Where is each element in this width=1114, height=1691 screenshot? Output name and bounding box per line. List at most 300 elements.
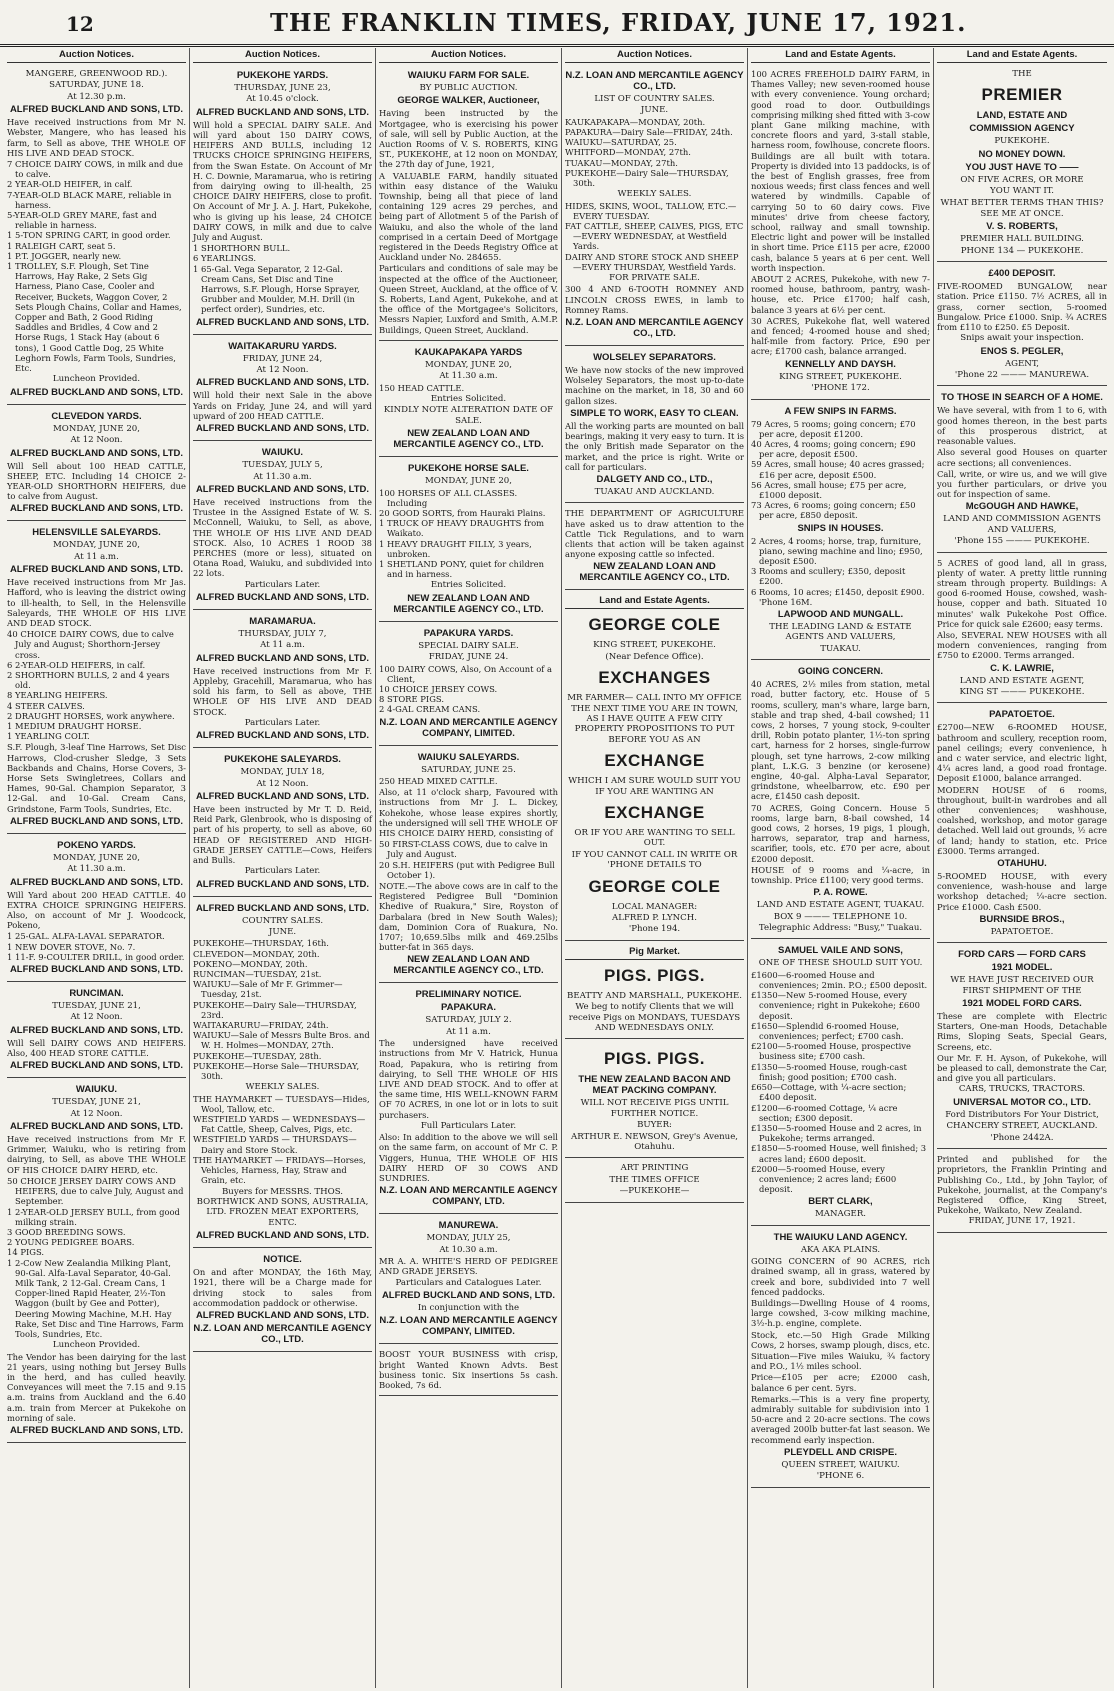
notice-note: Entries Solicited. (430, 393, 507, 404)
list-month: JUNE. (640, 105, 669, 116)
listing-body: 70 ACRES, Going Concern. House 5 rooms, large barn, 8-bail cowshed, 14 good cows, 2 horses, 19 pigs, 1 plough, harrows, separator, trap and harness, scarifier, tools, etc. £70 per acre, about £2000 deposit. (751, 802, 930, 864)
firm-signature: ALFRED BUCKLAND AND SONS, LTD. (195, 316, 370, 328)
notice-title: NOTICE. (263, 1254, 302, 1266)
notice-body: Have received instructions from Mr F. Appleby, Gracehill, Maramarua, who has sold his farm, to Sell as above, THE WHOLE OF HIS LIVE AND DEAD STOCK. (193, 665, 372, 717)
page-number: 12 (66, 12, 94, 36)
listing-body: Also, SEVERAL NEW HOUSES with all modern conveniences, ranging from £750 to £2000. Terms arranged. (937, 629, 1107, 661)
list-item: 50 CHOICE JERSEY DAIRY COWS AND HEIFERS, due to calve July, August and September. (7, 1175, 184, 1207)
conjunction-note: In conjunction with the (417, 1302, 520, 1313)
listing-body: Call, write, or wire us, and we will give you further particulars, or drive you out for inspection of same. (937, 468, 1107, 500)
list-item: RUNCIMAN—TUESDAY, 21st. (193, 969, 322, 980)
firm-signature: NEW ZEALAND LOAN AND MERCANTILE AGENCY CO., LTD. (393, 592, 544, 615)
newspaper-title: THE FRANKLIN TIMES, FRIDAY, JUNE 17, 1921. (270, 8, 967, 37)
notice-subtitle: SPECIAL DAIRY SALE. (418, 640, 519, 651)
ad-enos-pegler (937, 264, 1107, 386)
firm-tagline: THE LEADING LAND & ESTATE AGENTS AND VALUERS, (769, 621, 912, 643)
firm-tagline: AGENT, (1004, 358, 1040, 369)
notice-cattle-tick (565, 505, 744, 590)
notice-date: MONDAY, JUNE 20, (52, 852, 141, 863)
list-item: POKENO—MONDAY, 20th. (193, 958, 308, 969)
notice-note: The Vendor has been dairying for the last 21 years, using nothing but Jersey Bulls in the herd, and has culled heavily. Conveyances will meet the 7.15 and 9.15 a.m. trains from Auckland and the 6.40 a.m. train from Mercer at Pukekohe on morning of sale. (7, 1351, 186, 1423)
list-item: PUKEKOHE—THURSDAY, 16th. (193, 938, 329, 949)
list-item: 2 4-GAL CREAM CANS. (379, 704, 481, 715)
notice-date: FRIDAY, JUNE 24, (242, 353, 323, 364)
list-item: 79 Acres, 5 rooms; going concern; £70 per acre, deposit £1200. (751, 418, 916, 439)
listing-body: £2700—NEW 6-ROOMED HOUSE, bathroom and scullery, reception room, panel ceilings; every convenience, h and c water service, and electric light, 4¼ acres land, a good road frontage. Deposit £1000, balance arranged. (937, 722, 1107, 784)
notice-time: At 12 Noon. (70, 1108, 123, 1119)
stock-list (379, 839, 558, 880)
firm-name: UNIVERSAL MOTOR CO., LTD. (953, 1096, 1091, 1108)
listing-body: 40 ACRES, 2½ miles from station, metal road, butter factory, etc. House of 5 rooms, scullery, man's whare, large barn, stable and trap shed, 4-bail cowshed; 11 cows, 2 horses, 7 young stock, 9-coulter drill, Robin potato planter, 1½-ton spring cart, harness for 2 horses, single-furrow plough, set tyne harrows, 2-cow milking plant, L.K.G. 3 benzine (or kerosene) engine, 40-gal. Alpha-Laval Separator, grindstone, wheelbarrow, etc. £90 per acre, £1450 cash deposit. (751, 679, 930, 802)
listing-subtitle: AKA AKA PLAINS. (800, 1244, 881, 1255)
listing-body: 30 ACRES, Pukekohe flat, well watered and fenced; 4-roomed house and shed; half-mile from factory. Price, £90 per acre; £1700 cash, balance arranged. (751, 315, 930, 357)
list-month: JUNE. (268, 927, 297, 938)
ad-model: 1921 MODEL FORD CARS. (962, 998, 1082, 1010)
firm-name: THE NEW ZEALAND BACON AND MEAT PACKING COMPANY. (578, 1074, 731, 1097)
list-item: 1 TRUCK OF HEAVY DRAUGHTS from Waikato. (379, 518, 545, 539)
notice-runciman (7, 984, 186, 1078)
list-title: COUNTRY SALES. (241, 915, 324, 926)
ad-line: YOU WANT IT. (990, 186, 1054, 197)
firm-signature: ALFRED BUCKLAND AND SONS, LTD. (195, 1230, 370, 1242)
notice-date: MONDAY, JUNE 20, (52, 540, 141, 551)
buyers-note: Buyers for MESSRS. THOS. BORTHWICK AND SONS, AUSTRALIA, LTD. FROZEN MEAT EXPORTERS, ENTC. (196, 1186, 369, 1228)
list-item: 100 HORSES OF ALL CLASSES. Including (379, 487, 518, 508)
list-item: 2 YOUNG PEDIGREE BOARS. (7, 1237, 135, 1248)
notice-body: Also: In addition to the above we will sell on the same farm, on account of Mr C. P. Viggers, Hunua, THE WHOLE OF HIS DAIRY HERD OF 30 COWS AND SUNDRIES. (379, 1132, 558, 1184)
notice-time: At 12 Noon. (70, 435, 123, 446)
firm-name: ALFRED BUCKLAND AND SONS, LTD. (195, 106, 370, 118)
list-item: 2 YEAR-OLD HEIFER, in calf. (7, 179, 133, 190)
notice-body: Particulars and conditions of sale may be inspected at the office of the Auctioneer, Queen Street, Auckland, at the office of V. S. Roberts, Land Agent, Pukekohe, and at the office of the Mortgagee's Solicitors, Messrs Napier, Luxford and Smith, A.M.P. Buildings, Queen Street, Auckland. (379, 263, 558, 335)
section-heading: Land and Estate Agents. (565, 594, 744, 609)
notice-date: TUESDAY, JULY 5, (242, 460, 323, 471)
firm-tagline: ONE OF THESE SHOULD SUIT YOU. (758, 958, 923, 969)
agent-name: GEORGE COLE (588, 615, 721, 635)
notice-manurewa (379, 1216, 558, 1344)
notice-place: CLEVEDON YARDS. (51, 410, 142, 422)
list-item: 1 YEARLING COLT. (7, 731, 90, 742)
notice-preliminary (379, 985, 558, 1214)
list-item: 5-YEAR-OLD GREY MARE, fast and reliable in harness. (7, 210, 157, 231)
ad-heading: COMMISSION AGENCY (969, 123, 1075, 135)
firm-name: P. A. ROWE. (813, 887, 868, 899)
ad-subheading: 1921 MODEL. (991, 962, 1053, 974)
listing-body: Situation—Five miles Waiuku, ¾ factory and P.O., 1½ miles school. (751, 1350, 930, 1372)
notice-body: A VALUABLE FARM, handily situated within easy distance of the Waiuku Township, being all that piece of land containing 129 acres 29 perches, and being part of Allotment 5 of the Parish of Waiuku, and also the whole of the land comprised in a certain Deed of Mortgage registered in the Deeds Registry Office at Auckland under No. 284655. (379, 170, 558, 263)
weekly-title: WEEKLY SALES. (617, 189, 692, 200)
section-heading: Pig Market. (565, 945, 744, 960)
exchanges-heading: EXCHANGES (598, 668, 711, 688)
list-item: CLEVEDON—MONDAY, 20th. (193, 948, 320, 959)
notice-date: MONDAY, JULY 18, (240, 767, 325, 778)
listing-note: Snips await your inspection. (960, 333, 1084, 344)
notice-body: 250 HEAD MIXED CATTLE. (379, 775, 498, 786)
notice-place: RUNCIMAN. (69, 988, 124, 1000)
firm-name: V. S. ROBERTS, (986, 221, 1058, 233)
firm-name: ALFRED BUCKLAND AND SONS, LTD. (195, 790, 370, 802)
stock-list (7, 629, 186, 741)
listing-title: TO THOSE IN SEARCH OF A HOME. (941, 392, 1103, 404)
firm-signature: ALFRED BUCKLAND AND SONS, LTD. (9, 1424, 184, 1436)
ad-body: These are complete with Electric Starters, One-man Hoods, Detachable Rims, Sloping Seats, Special Gears, Screens, etc. (937, 1011, 1107, 1052)
list-item: 1 11-F. 9-COULTER DRILL, in good order. (7, 951, 185, 962)
notice-later: Particulars Later. (244, 579, 321, 590)
notice-place: MARAMARUA. (249, 615, 316, 627)
notice-later: Full Particulars Later. (420, 1120, 517, 1131)
notice-horse-sale (379, 459, 558, 622)
listing-title: THE WAIUKU LAND AGENCY. (773, 1231, 908, 1243)
listing-title: £400 DEPOSIT. (988, 268, 1056, 280)
private-sale-title: FOR PRIVATE SALE. (609, 273, 700, 284)
firm-tagline: Ford Distributors For Your District, (945, 1109, 1099, 1120)
list-item: 10 CHOICE JERSEY COWS. (379, 683, 498, 694)
ad-line: SEE ME AT ONCE. (980, 209, 1064, 220)
notice-date: SATURDAY, JULY 2. (425, 1015, 512, 1026)
exchange-heading: EXCHANGE (604, 751, 705, 771)
notice-date: MONDAY, JULY 25, (426, 1233, 511, 1244)
list-item: 6 YEARLINGS. (193, 253, 256, 264)
list-item: 1 RALEIGH CART, seat 5. (7, 240, 116, 251)
listing-title: A FEW SNIPS IN FARMS. (784, 405, 897, 417)
notice-body: The undersigned have received instructions from Mr V. Hatrick, Hunua Road, Papakura, who is retiring from dairying, to Sell THE WHOLE OF HIS LIVE AND DEAD STOCK. And to offer at the same time, HIS WELL-KNOWN FARM OF 70 ACRES, in one lot or in lots to suit purchasers. (379, 1038, 558, 1120)
firm-phone: 'Phone 2442A. (990, 1132, 1054, 1143)
firm-name: ALFRED BUCKLAND AND SONS, LTD. (9, 447, 184, 459)
ad-body: WILL NOT RECEIVE PIGS UNTIL FURTHER NOTICE. (580, 1098, 729, 1119)
notice-pokeno (7, 836, 186, 982)
nz-loan-country-sales (565, 66, 744, 346)
notice-date: THURSDAY, JULY 7, (238, 628, 327, 639)
list-item: 1 25-GAL. ALFA-LAVAL SEPARATOR. (7, 931, 165, 942)
ad-slogan: YOU JUST HAVE TO —— (965, 161, 1079, 173)
firm-signature: N.Z. LOAN AND MERCANTILE AGENCY CO., LTD. (565, 317, 744, 340)
notice-place: WAIUKU SALEYARDS. (417, 751, 520, 763)
ad-c-k-lawrie (937, 555, 1107, 704)
listing-body: 100 ACRES FREEHOLD DAIRY FARM, in Thames Valley; new seven-roomed house with every convenience. Young orchard; good road to door. Outbuildings comprising milking shed fitted with 3-cow plant Gane milking machine, with concrete floors and yard, 3-stall stable, harness room, fowlhouse, concrete floors. Buildings are all built with totara. Property is divided into 13 paddocks, is of the best of English grasses, free from noxious weeds; first class fences and well watered by windmills. Capable of carrying 50 to 60 dairy cows. Five minutes' drive from cheese factory, school, railway and small township. Electric light and power will be installed in short time. Price £115 per acre, £2000 cash, balance 5 years at 6 per cent. Well worth inspection. (751, 69, 930, 273)
firm-signature: NEW ZEALAND LOAN AND MERCANTILE AGENCY CO., LTD. (579, 561, 730, 584)
list-item: £2100—5-roomed House, prospective business site; £700 cash. (751, 1041, 911, 1062)
notice-date: SATURDAY, JUNE 25. (421, 764, 516, 775)
list-item: £1600—6-roomed House and conveniences; 2min. P.O.; £500 deposit. (751, 969, 928, 991)
firm-signature: ALFRED BUCKLAND AND SONS, LTD. (195, 878, 370, 890)
list-item: 50 FIRST-CLASS COWS, due to calve in July and August. (379, 839, 548, 860)
notice-date: SATURDAY, JUNE 18. (49, 80, 144, 91)
list-item: THE HAYMARKET — FRIDAYS—Horses, Vehicles, Harness, Hay, Straw and Grain, etc. (193, 1154, 366, 1186)
stock-list (7, 159, 186, 373)
ad-samuel-vaile (751, 941, 930, 1225)
firm-address: KING STREET, PUKEKOHE. (779, 371, 902, 382)
notice-papakura-yards (379, 624, 558, 746)
ad-line: ART PRINTING (620, 1163, 689, 1174)
list-item: 20 GOOD SORTS, from Hauraki Plains. (379, 507, 546, 518)
firm-name: McGOUGH AND HAWKE, (965, 501, 1079, 513)
firm-name: C. K. LAWRIE, (990, 662, 1054, 674)
list-item: 100 DAIRY COWS, Also, On Account of a Client, (379, 663, 552, 684)
list-item: 1 SHETLAND PONY, quiet for children and in harness. (379, 558, 545, 580)
firm-signature: ALFRED BUCKLAND AND SONS, LTD. (195, 730, 370, 742)
stock-list (379, 664, 558, 715)
ad-line: CARS, TRUCKS, TRACTORS. (958, 1084, 1086, 1095)
notice-extra: S.F. Plough, 3-leaf Tine Harrows, Set Disc Harrows, Clod-crusher Sledge, 3 Sets Backbands and Chains, Horse Covers, 3-Horse Sets Swingletrees, Collars and Hames, 90-Gal. Champion Separator, 3 12-Gal. and 10-Gal. Cream Cans, Grindstone, Farm Tools, Sundries, Etc. (7, 742, 186, 814)
notice-place: WAIUKU. (261, 447, 304, 459)
notice-place: PUKEKOHE HORSE SALE. (408, 463, 529, 475)
firm-phone: 'PHONE 172. (811, 383, 870, 394)
firm-name: LAPWOOD AND MUNGALL. (777, 608, 904, 620)
imprint-body: Printed and published for the proprietors, the Franklin Printing and Publishing Co., Ltd., by John Taylor, of Pukekohe, journalist, at the Company's Registered Office, King Street, Pukekohe, Waikato, New Zealand. (937, 1154, 1107, 1216)
firm-signature: ALFRED BUCKLAND AND SONS, LTD. (9, 964, 184, 976)
ad-heading: PREMIER (981, 85, 1063, 105)
ad-mcgough-hawke (937, 388, 1107, 552)
listing-body: ABOUT 2 ACRES, Pukekohe, with new 7-roomed house, bathroom, pantry, wash-house, etc. Price £1700; half cash, balance 3 years at 6½ per cent. (751, 274, 930, 315)
notice-body: Will Yard about 200 HEAD CATTLE. 40 EXTRA CHOICE SPRINGING HEIFERS. Also, on account of Mr J. Woodcock, Pokeno, (7, 889, 186, 931)
firm-signature: N.Z. LOAN AND MERCANTILE AGENCY COMPANY, LIMITED. (379, 1315, 558, 1338)
firm-name: BURNSIDE BROS., (979, 913, 1065, 925)
firm-name: SAMUEL VAILE AND SONS, (778, 945, 903, 957)
column-heading: Auction Notices. (379, 48, 558, 63)
list-item: 8 YEARLING HEIFERS. (7, 690, 108, 701)
listing-subtitle: OTAHUHU. (997, 858, 1047, 870)
notice-place: HELENSVILLE SALEYARDS. (32, 527, 161, 539)
firm-tagline: LAND AND COMMISSION AGENTS AND VALUERS, (943, 514, 1101, 535)
list-item: 1 MEDIUM DRAUGHT HORSE. (7, 720, 142, 731)
firm-name: ALFRED BUCKLAND AND SONS, LTD. (9, 1121, 184, 1133)
notice-body: BOOST YOUR BUSINESS with crisp, bright Wanted Known Advts. Best business tonic. Six insertions 5s cash. Booked, 7s 6d. (379, 1349, 558, 1390)
ad-waiuku-land-agency (751, 1228, 930, 1488)
sales-list (565, 117, 744, 188)
pigs-heading: PIGS. PIGS. (604, 1049, 705, 1069)
firm-signature: NEW ZEALAND LOAN AND MERCANTILE AGENCY CO., LTD. (393, 428, 544, 451)
notice-place: MANUREWA. (438, 1220, 499, 1232)
notice-clevedon (7, 407, 186, 522)
list-item: WAIUKU—Sale of Messrs Bulte Bros. and W. H. Holmes—MONDAY, 27th. (193, 1030, 370, 1051)
notice-body: Have received instructions from Mr N. Webster, Mangere, who has leased his farm, to Sell as above, THE WHOLE OF HIS LIVE AND DEAD STOCK. (7, 117, 186, 158)
notice-date: MONDAY, JUNE 20, (424, 359, 513, 370)
imprint (937, 1151, 1107, 1233)
ad-body: We beg to notify Clients that we will receive Pigs on MONDAYS, TUESDAYS AND WEDNESDAYS ONLY. (568, 1002, 741, 1034)
notice-footer: Luncheon Provided. (52, 1340, 141, 1351)
notice-place: PAPAKURA YARDS. (423, 627, 514, 639)
firm-signature: NEW ZEALAND LOAN AND MERCANTILE AGENCY CO., LTD. (393, 954, 544, 977)
ad-premier-agency (937, 66, 1107, 262)
ad-body: IF YOU CANNOT CALL IN WRITE OR 'PHONE DETAILS TO (571, 849, 738, 871)
list-item: 2 Acres, 4 rooms; horse, trap, furniture, piano, sewing machine and lino; £950, deposit £500. (751, 535, 923, 566)
listing-body: 5-ROOMED HOUSE, with every convenience, wash-house and large workshop detached; ¼-acre section. Price £1000. Cash £500. (937, 871, 1107, 912)
private-sale-body: 300 4 AND 6-TOOTH ROMNEY AND LINCOLN CROSS EWES, in lamb to Romney Rams. (565, 284, 744, 315)
list-item: 2 DRAUGHT HORSES, work anywhere. (7, 710, 175, 721)
ad-bacon-company (565, 1041, 744, 1158)
column-5 (748, 48, 934, 1688)
ad-body: OR IF YOU ARE WANTING TO SELL OUT. (574, 827, 735, 849)
firm-name: ALFRED BUCKLAND AND SONS, LTD. (195, 652, 370, 664)
firm-place: TUAKAU. (820, 643, 861, 654)
list-item: 7 CHOICE DAIRY COWS, in milk and due to calve. (7, 159, 183, 180)
list-item: WESTFIELD YARDS — WEDNESDAYS—Fat Cattle, Sheep, Calves, Pigs, etc. (193, 1114, 366, 1135)
firm-phone: PHONE 134 — PUKEKOHE. (960, 245, 1084, 256)
list-item: 3 GOOD BREEDING SOWS. (7, 1226, 126, 1237)
notice-time: At 11.30 a.m. (439, 371, 498, 382)
firm-name: ENOS S. PEGLER, (980, 345, 1064, 357)
notice-later: Particulars and Catalogues Later. (395, 1277, 542, 1288)
list-item: PAPAKURA—Dairy Sale—FRIDAY, 24th. (565, 127, 733, 138)
list-item: WAIUKU—SATURDAY, 25. (565, 137, 677, 148)
notice-note: NOTE.—The above cows are in calf to the Registered Pedigree Bull "Dominion Khedive of Ruakura," Sire, Royston of Darbalara (bred in New South Wales); dam, Dominion Cora of Ruakura, No. 1707; 10,659.5lbs milk and 469.25lbs butter-fat in 365 days. (379, 881, 558, 953)
notice-time: At 11 a.m. (74, 551, 119, 562)
column-6 (934, 48, 1110, 1688)
list-item: 4 STEER CALVES. (7, 700, 85, 711)
firm-name: ALFRED BUCKLAND AND SONS, LTD. (195, 483, 370, 495)
notice-body: Will hold their next Sale in the above Yards on Friday, June 24, and will yard upward of 200 HEAD CATTLE. (193, 390, 372, 421)
notice-body: Have received instructions from the Trustee in the Assigned Estate of W. S. McConnell, Waiuku, to Sell, as above, THE WHOLE OF HIS LIVE AND DEAD STOCK. Also, 10 ACRES 1 ROOD 38 PERCHES (more or less), situated on Otana Road, Waiuku, and subdivided into 22 lots. (193, 496, 372, 579)
list-item: TUAKAU—MONDAY, 27th. (565, 157, 678, 168)
notice-time: At 12 Noon. (256, 778, 309, 789)
list-item: £1350—5-roomed House and 2 acres, in Pukekohe; terms arranged. (751, 1122, 922, 1144)
notice-body: Will Sell about 100 HEAD CATTLE, SHEEP, ETC. Including 14 CHOICE 2-YEAR-OLD SHORTHORN HEIFERS, due to calve from August. (7, 460, 186, 502)
notice-body: Also, at 11 o'clock sharp, Favoured with instructions from Mr J. L. Dickey, Kohekohe, whose lease expires shortly, the undersigned will sell THE WHOLE OF HIS CHOICE DAIRY HERD, consisting of (379, 787, 558, 838)
column-1 (4, 48, 190, 1688)
column-4 (562, 48, 748, 1688)
ad-heading: LAND, ESTATE AND (976, 110, 1068, 122)
listing-title: PAPATOETOE. (989, 709, 1055, 721)
notice-place: KAUKAPAKAPA YARDS (414, 346, 523, 358)
ad-kennelly-daysh (751, 66, 930, 400)
firm-address: PREMIER HALL BUILDING. (960, 234, 1084, 245)
buyer-label: BUYER: (637, 1120, 672, 1131)
ad-ford-cars (937, 945, 1107, 1149)
ad-body: WE HAVE JUST RECEIVED OUR FIRST SHIPMENT OF THE (950, 975, 1094, 996)
list-item: 1 NEW DOVER STOVE, No. 7. (7, 941, 136, 952)
notice-note: KINDLY NOTE ALTERATION DATE OF SALE. (383, 405, 554, 426)
notice-body: On and after MONDAY, the 16th May, 1921, there will be a Charge made for driving stock to sales from accommodation paddock or otherwise. (193, 1267, 372, 1308)
ad-body: MR FARMER— CALL INTO MY OFFICE THE NEXT TIME YOU ARE IN TOWN, AS I HAVE QUITE A FEW CITY PROPERTY PROPOSITIONS TO PUT BEFORE YOU AS AN (567, 693, 742, 745)
notice-subtitle: BY PUBLIC AUCTION. (419, 83, 518, 93)
list-item: 1 P.T. JOGGER, nearly new. (7, 250, 122, 261)
list-item: THE HAYMARKET — TUESDAYS—Hides, Wool, Tallow, etc. (193, 1093, 370, 1114)
notice-place: WAIUKU. (75, 1084, 118, 1096)
notice-time: At 11.30 a.m. (253, 471, 312, 482)
list-item: 6 Rooms, 10 acres; £1450, deposit £900. 'Phone 16M. (751, 586, 925, 607)
agent-phone: 'Phone 194. (628, 924, 681, 935)
listing-body: We have several, with from 1 to 6, with good homes thereon, in the best parts of this prosperous district, at reasonable values. (937, 405, 1107, 447)
ad-body: All the working parts are mounted on ball bearings, making it very easy to turn. It is the only British made Separator on the market, and the price is right. Write or call for particulars. (565, 420, 744, 472)
notice-body: THE DEPARTMENT OF AGRICULTURE have asked us to draw attention to the Cattle Tick Regulations, and to warn clients that action will be taken against anyone exposing cattle so infected. (565, 508, 744, 560)
stock-list (7, 1176, 186, 1339)
list-item: 1 TROLLEY, S.F. Plough, Set Tine Harrows, Hay Rake, 2 Sets Gig Harness, Piano Case, Cooler and Receiver, Buckets, Waggon Cover, 2 Sets Plough Chains, Collar and Hames, Copper and Bath, 2 Good Riding Saddles and Bridles, 4 Cow and 2 Horse Rugs, 1 Stack Hay (about 6 tons), 1 Good Cattle Dog, 25 White Leghorn Fowls, Farm Tools, Sundries, Etc. (7, 261, 182, 374)
notice-waiuku (7, 1080, 186, 1443)
list-item: 1 HEAVY DRAUGHT FILLY, 3 years, unbroken. (379, 538, 532, 559)
notice-maramarua (193, 612, 372, 748)
firm-name: BEATTY AND MARSHALL, PUKEKOHE. (567, 990, 742, 1001)
farm-list (751, 419, 930, 521)
manager-name: ALFRED P. LYNCH. (612, 913, 697, 924)
firm-phone: 'PHONE 6. (816, 1471, 865, 1482)
list-item: 7-YEAR-OLD BLACK MARE, reliable in harness. (7, 189, 172, 210)
list-item: PUKEKOHE—Dairy Sale—THURSDAY, 23rd. (193, 999, 357, 1020)
list-item: 14 PIGS. (7, 1247, 45, 1258)
firm-name: N.Z. LOAN AND MERCANTILE AGENCY CO., LTD. (565, 70, 744, 92)
notice-kaukapakapa (379, 343, 558, 457)
stock-list (7, 931, 186, 962)
ad-burnside-bros (937, 705, 1107, 943)
notice-boost (379, 1346, 558, 1396)
ad-p-a-rowe (751, 662, 930, 939)
firm-signature: ALFRED BUCKLAND AND SONS, LTD. (9, 1060, 184, 1072)
listing-body: Also several good Houses on quarter acre sections; all conveniences. (937, 447, 1107, 468)
notice-time: At 12 Noon. (70, 1012, 123, 1023)
notice-charge (193, 1250, 372, 1352)
notice-date: MONDAY, JUNE 20, (52, 423, 141, 434)
agent-address: KING STREET, PUKEKOHE. (593, 640, 716, 651)
notice-date: THURSDAY, JUNE 23, (234, 83, 331, 93)
agent-address-note: (Near Defence Office). (605, 651, 704, 662)
notice-pukekohe-yards (193, 66, 372, 335)
column-heading: Auction Notices. (7, 48, 186, 63)
list-item: £2000—5-roomed House, every convenience; 2 acres land; £600 deposit. (751, 1163, 897, 1195)
firm-signature: N.Z. LOAN AND MERCANTILE AGENCY COMPANY, LIMITED. (379, 716, 558, 739)
manager-name: BERT CLARK, (808, 1196, 873, 1208)
list-title: LIST OF COUNTRY SALES. (594, 94, 715, 104)
notice-date: FRIDAY, JUNE 24. (428, 652, 509, 663)
buyer-name: ARTHUR E. NEWSON, Grey's Avenue, Otahuhu. (570, 1131, 739, 1153)
column-heading: Land and Estate Agents. (751, 48, 930, 63)
notice-pukekohe-saleyards (193, 750, 372, 896)
list-item: WAITAKARURU—FRIDAY, 24th. (193, 1020, 329, 1031)
firm-phone: 'Phone 155 ——— PUKEKOHE. (954, 536, 1090, 547)
column-3 (376, 48, 562, 1688)
column-heading: Auction Notices. (193, 48, 372, 63)
firm-name: ALFRED BUCKLAND AND SONS, LTD. (9, 876, 184, 888)
notice-place: MANGERE, GREENWOOD RD.). (25, 69, 168, 79)
notice-mangere (7, 66, 186, 405)
notice-date: TUESDAY, JUNE 21, (52, 1001, 141, 1012)
firm-address: KING ST ——— PUKEKOHE. (959, 686, 1085, 697)
stock-list (379, 488, 558, 580)
ad-line: WHAT BETTER TERMS THAN THIS? (940, 197, 1104, 208)
notice-title: WAIUKU FARM FOR SALE. (407, 70, 530, 81)
listing-body: Remarks.—This is a very fine property, admirably suitable for subdivision into 1 50-acre and 2 20-acre sections. The cows averaged 200lb butter-fat last season. We recommend early inspection. (751, 1393, 930, 1445)
imprint-date: FRIDAY, JUNE 17, 1921. (968, 1216, 1076, 1227)
stock-list (193, 243, 372, 314)
listing-body: Buildings—Dwelling House of 4 rooms, large cowshed, 3-cow milking machine, 3½-h.p. engine, complete. (751, 1297, 930, 1329)
notice-time: At 11 a.m. (446, 1026, 491, 1037)
list-item: 56 Acres, small house; £75 per acre, £1000 deposit. (751, 479, 907, 500)
notice-place: PAPAKURA. (440, 1002, 497, 1014)
firm-tagline: LAND AND ESTATE AGENT, TUAKAU. (756, 900, 925, 911)
manager-title: MANAGER. (814, 1209, 867, 1220)
notice-date: MONDAY, JUNE 20, (424, 476, 513, 487)
firm-name: KENNELLY AND DAYSH. (785, 358, 896, 370)
column-2 (190, 48, 376, 1688)
pigs-heading: PIGS. PIGS. (604, 965, 705, 985)
notice-later: Particulars Later. (244, 866, 321, 877)
list-item: 6 2-YEAR-OLD HEIFERS, in calf. (7, 659, 146, 670)
notice-note: Entries Solicited. (430, 580, 507, 591)
firm-phone: 'Phone 22 ——— MANUREWA. (954, 370, 1090, 381)
list-item: 3 Rooms and scullery; £350, deposit £200. (751, 566, 906, 587)
list-item: £650—Cottage, with ¼-acre section; £400 deposit. (751, 1082, 907, 1103)
notice-title: PRELIMINARY NOTICE. (415, 989, 522, 1001)
exchange-heading: EXCHANGE (604, 802, 705, 822)
notice-time: At 10.30 a.m. (439, 1244, 498, 1255)
ad-art-printing (565, 1160, 744, 1202)
ad-slogan: SIMPLE TO WORK, EASY TO CLEAN. (570, 407, 739, 419)
column-heading: Auction Notices. (565, 48, 744, 63)
ad-heading: FORD CARS — FORD CARS (958, 949, 1086, 961)
notice-body: Have been instructed by Mr T. D. Reid, Reid Park, Glenbrook, who is disposing of part of his property, to sell as above, 60 HEAD OF REGISTERED AND HIGH-GRADE JERSEY CATTLE—Cows, Heifers and Bulls. (193, 803, 372, 865)
firm-name: ALFRED BUCKLAND AND SONS, LTD. (195, 377, 370, 389)
ad-body: We have now stocks of the new improved Wolseley Separators, the most up-to-date machine on the market, in 18, 30 and 60 gallon sizes. (565, 365, 744, 406)
notice-date: TUESDAY, JUNE 21, (52, 1097, 141, 1108)
notice-time: At 11.30 a.m. (67, 864, 126, 875)
